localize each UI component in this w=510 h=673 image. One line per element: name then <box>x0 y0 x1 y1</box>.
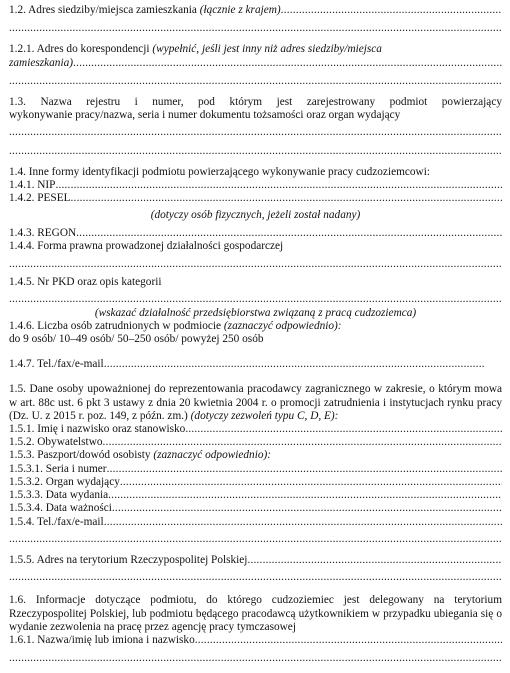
representative-label: 1.5. Dane osoby upoważnionej do reprezentowania pracodawcy zagranicznego w zakresie, o którym mowa w art. 88c ust. 6 pkt 3 ustawy z dnia 20 kwietnia 2004 r. o promocji zatrudnienia i instytucjach rynku pracy (Dz. U. z 2015 r. poz. 149, z późn. zm.) (dotyczy zezwoleń typu C, D, E): <box>9 383 502 422</box>
rep-series-field[interactable] <box>9 463 502 476</box>
rep-name-label: 1.5.1. Imię i nazwisko oraz stanowisko <box>9 423 186 436</box>
correspondence-note-cont: zamieszkania) <box>9 56 74 69</box>
register-line[interactable] <box>9 126 502 139</box>
correspondence-label: 1.2.1. Adres do korespondencji <box>9 43 150 56</box>
rep-contact-label: 1.5.4. Tel./fax/e-mail <box>9 515 104 528</box>
nip-field[interactable] <box>9 179 502 192</box>
delegation-name-label: 1.6.1. Nazwa/imię lub imiona i nazwisko <box>9 633 195 646</box>
rep-passport-heading: 1.5.3. Paszport/dowód osobisty (zaznaczyć odpowiednio): <box>9 449 272 462</box>
address-note: (łącznie z krajem) <box>199 4 281 16</box>
employees-label: 1.4.6. Liczba osób zatrudnionych w podmiocie <box>9 319 222 332</box>
rep-expiry-date-label: 1.5.3.4. Data ważności <box>9 502 112 515</box>
register-line-2[interactable] <box>9 145 502 158</box>
rep-address-field[interactable] <box>9 554 502 567</box>
rep-address-label: 1.5.5. Adres na terytorium Rzeczypospolitej Polskiej <box>9 553 248 566</box>
other-ids-heading: 1.4. Inne formy identyfikacji podmiotu powierzającego wykonywanie pracy cudzoziemcowi: <box>9 165 430 178</box>
correspondence-field[interactable] <box>9 43 502 56</box>
correspondence-line[interactable] <box>9 57 502 70</box>
employees-options[interactable]: do 9 osób/ 10–49 osób/ 50–250 osób/ powyżej 250 osób <box>9 333 264 346</box>
employees-note: (zaznaczyć odpowiednio): <box>223 319 342 332</box>
rep-issue-date-field[interactable] <box>9 489 502 502</box>
rep-issue-date-label: 1.5.3.3. Data wydania <box>9 489 109 502</box>
correspondence-line-2[interactable] <box>9 75 502 88</box>
correspondence-note: (wypełnić, jeśli jest inny niż adres siedziby/miejsca <box>152 43 382 56</box>
pkd-field[interactable] <box>9 276 502 289</box>
regon-label: 1.4.3. REGON <box>9 226 77 239</box>
pkd-label: 1.4.5. Nr PKD oraz opis kategorii <box>9 276 162 289</box>
pkd-note: (wskazać działalność przedsiębiorstwa związaną z pracą cudzoziemca) <box>94 306 417 319</box>
regon-field[interactable] <box>9 227 502 240</box>
legal-form-line[interactable] <box>9 258 502 271</box>
pesel-note: (dotyczy osób fizycznych, jeżeli został nadany) <box>150 209 361 222</box>
contact-field[interactable] <box>9 358 502 371</box>
rep-citizenship-field[interactable] <box>9 436 502 449</box>
rep-authority-label: 1.5.3.2. Organ wydający <box>9 475 120 488</box>
rep-citizenship-label: 1.5.2. Obywatelstwo <box>9 436 103 449</box>
rep-address-line[interactable] <box>9 571 502 584</box>
employees-field <box>9 320 502 333</box>
rep-expiry-date-field[interactable] <box>9 502 502 515</box>
legal-form-label: 1.4.4. Forma prawna prowadzonej działalności gospodarczej <box>9 239 284 252</box>
rep-series-label: 1.5.3.1. Seria i numer <box>9 462 107 475</box>
delegation-label: 1.6. Informacje dotyczące podmiotu, do którego cudzoziemiec jest delegowany na terytorium Rzeczypospolitej Polskiej, lub podmiotu będącego pracodawcą użytkownikiem w przypadku ubiegania się o wydanie zezwolenia na pracę przez agencję pracy tymczasowej <box>9 594 502 633</box>
register-label: 1.3. Nazwa rejestru i numer, pod którym jest zarejestrowany podmiot powierzający wykonywanie pracy/nazwa, seria i numer dokumentu tożsamości oraz organ wydający <box>9 96 502 122</box>
pesel-field[interactable] <box>9 192 502 205</box>
rep-contact-field[interactable] <box>9 516 502 529</box>
legal-form-field[interactable] <box>9 240 502 253</box>
rep-contact-line[interactable] <box>9 533 502 546</box>
address-field[interactable] <box>9 4 502 17</box>
contact-label: 1.4.7. Tel./fax/e-mail <box>9 358 104 371</box>
address-label: 1.2. Adres siedziby/miejsca zamieszkania <box>9 4 197 16</box>
pesel-label: 1.4.2. PESEL <box>9 192 71 205</box>
rep-authority-field[interactable] <box>9 476 502 489</box>
nip-label: 1.4.1. NIP <box>9 179 56 192</box>
address-line[interactable] <box>9 22 502 35</box>
delegation-name-line[interactable] <box>9 652 502 665</box>
delegation-name-field[interactable] <box>9 634 502 647</box>
rep-name-field[interactable] <box>9 423 502 436</box>
pkd-line[interactable] <box>9 293 502 306</box>
